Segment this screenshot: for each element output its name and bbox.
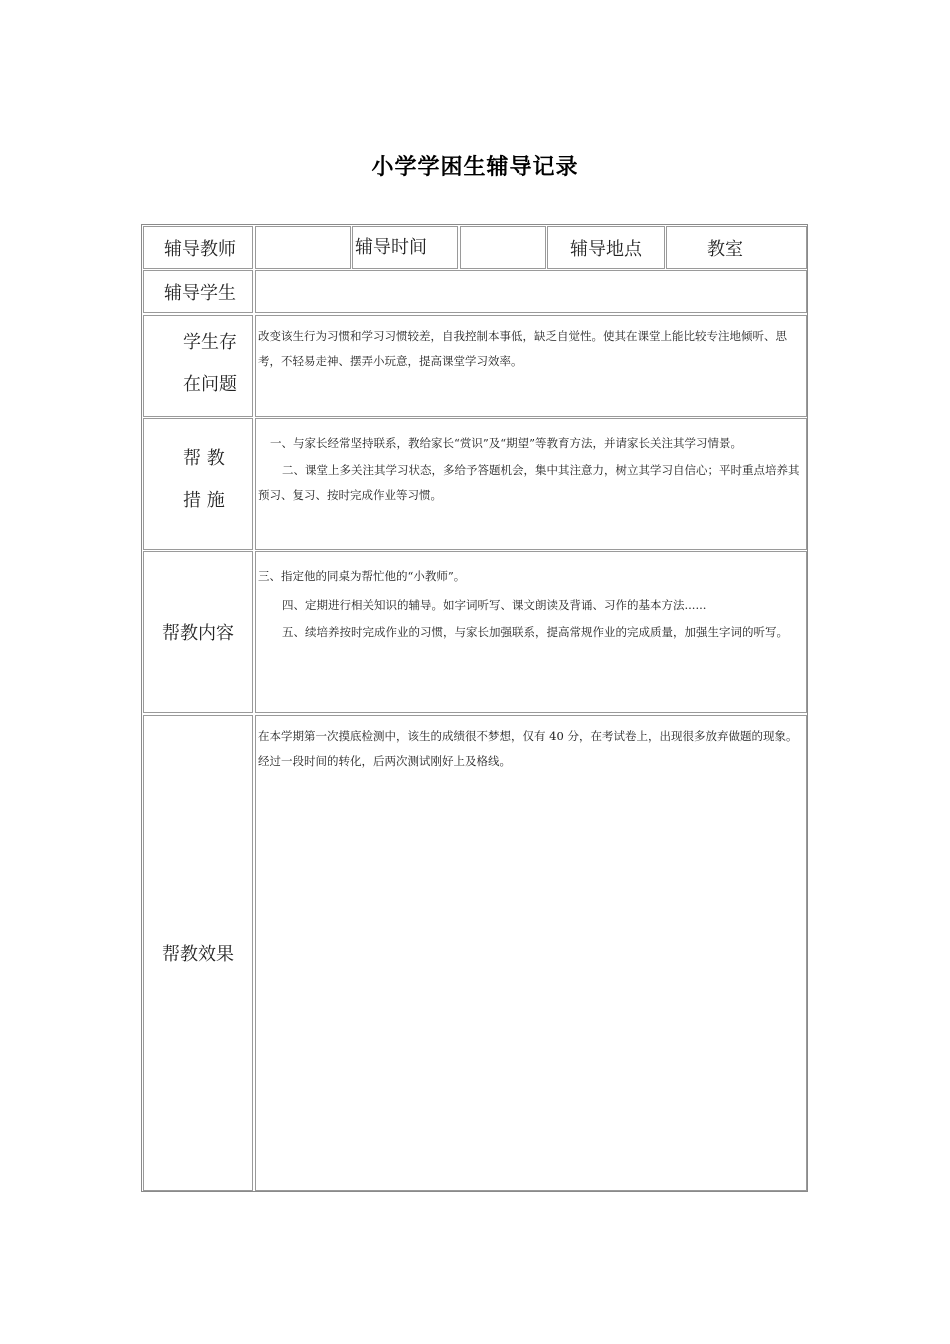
student-label: 辅导学生 <box>164 282 236 304</box>
place-value: 教室 <box>707 238 743 260</box>
effect-text-cell <box>255 715 807 1191</box>
student-label-cell <box>143 270 253 313</box>
measures-label-cell <box>143 418 253 550</box>
problem-label-cell <box>143 315 253 417</box>
time-value-cell[interactable] <box>460 226 546 269</box>
teacher-label: 辅导教师 <box>164 238 236 260</box>
content-text-cell <box>255 551 807 713</box>
content-paragraph-2: 四、定期进行相关知识的辅导。如字词听写、课文朗读及背诵、习作的基本方法...... <box>282 598 707 612</box>
problem-label-line1: 学生存 <box>183 332 237 353</box>
time-label-cell <box>352 226 458 269</box>
measures-label-line1: 帮 教 <box>183 448 225 469</box>
measures-paragraph-2: 二、课堂上多关注其学习状态，多给予答题机会，集中其注意力，树立其学习自信心；平时重点培养其预习、复习、按时完成作业等习惯。 <box>258 463 800 502</box>
measures-label-line2: 措 施 <box>183 490 225 511</box>
teacher-label-cell <box>143 226 253 269</box>
problem-label-line2: 在问题 <box>183 374 237 395</box>
problem-text-cell <box>255 315 807 417</box>
content-label: 帮教内容 <box>162 623 234 644</box>
place-value-cell[interactable] <box>666 226 807 269</box>
content-paragraph-1: 三、指定他的同桌为帮忙他的“小教师”。 <box>258 569 466 583</box>
effect-text: 在本学期第一次摸底检测中，该生的成绩很不梦想，仅有 40 分，在考试卷上，出现很多放弃做题的现象。经过一段时间的转化，后两次测试刚好上及格线。 <box>258 729 798 768</box>
measures-text-cell <box>255 418 807 550</box>
page-title: 小学学困生辅导记录 <box>371 155 579 180</box>
student-value-cell[interactable] <box>255 270 807 313</box>
time-label: 辅导时间 <box>355 237 427 258</box>
measures-paragraph-1: 一、与家长经常坚持联系，教给家长“赏识”及“期望”等教育方法，并请家长关注其学习情景。 <box>270 436 743 450</box>
content-label-cell <box>143 551 253 713</box>
effect-label: 帮教效果 <box>162 944 234 965</box>
teacher-value-cell[interactable] <box>255 226 351 269</box>
place-label-cell <box>547 226 665 269</box>
effect-label-cell <box>143 715 253 1191</box>
content-paragraph-3: 五、续培养按时完成作业的习惯，与家长加强联系，提高常规作业的完成质量，加强生字词的听写。 <box>282 625 788 639</box>
problem-text: 改变该生行为习惯和学习习惯较差，自我控制本事低，缺乏自觉性。使其在课堂上能比较专注地倾听、思考，不轻易走神、摆弄小玩意，提高课堂学习效率。 <box>258 329 787 368</box>
place-label: 辅导地点 <box>570 238 642 260</box>
